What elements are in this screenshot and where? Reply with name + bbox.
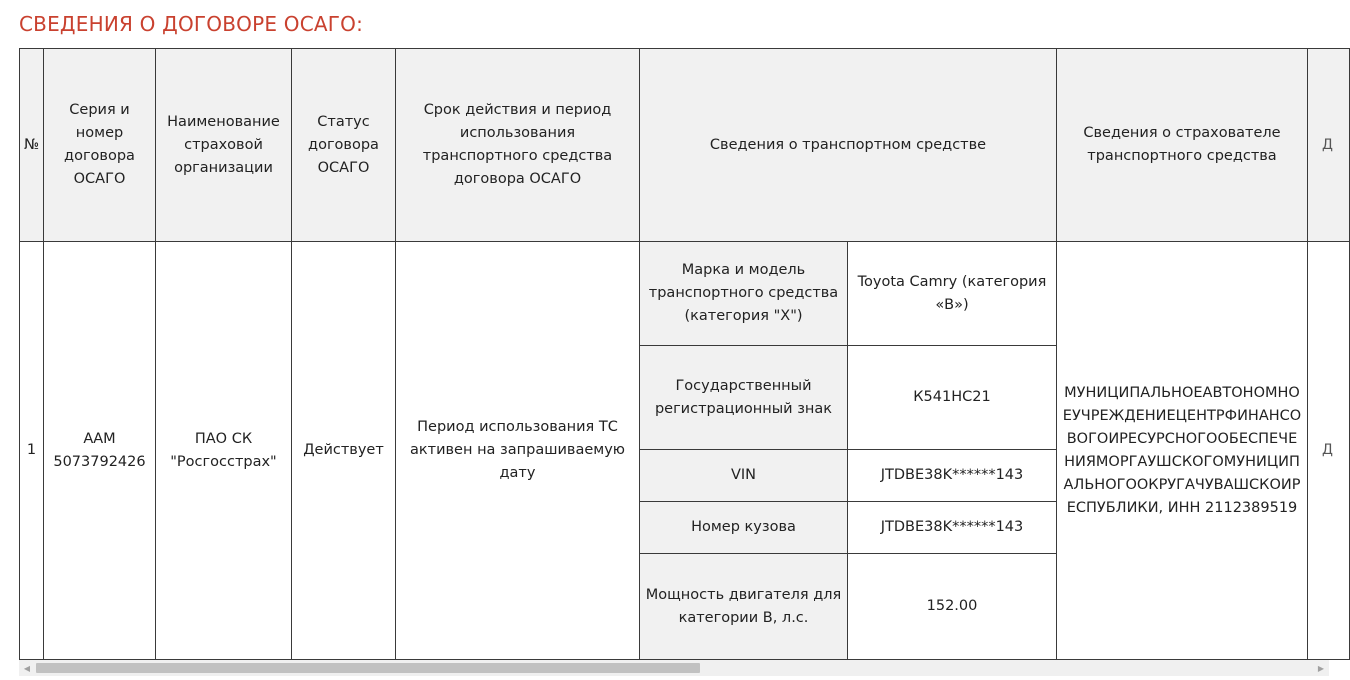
vehicle-body-number-label: Номер кузова	[640, 502, 848, 554]
cell-insurer: ПАО СК "Росгосстрах"	[156, 242, 292, 660]
vehicle-vin-value: JTDBE38K******143	[848, 450, 1057, 502]
vehicle-make-model-value: Toyota Camry (категория «В»)	[848, 242, 1057, 346]
table-row	[20, 242, 1350, 346]
page-title: СВЕДЕНИЯ О ДОГОВОРЕ ОСАГО:	[19, 12, 364, 36]
header-next-partial	[1308, 49, 1350, 242]
osago-table	[19, 48, 1350, 660]
cell-status: Действует	[292, 242, 396, 660]
cell-series-number: ААМ 5073792426	[44, 242, 156, 660]
triangle-left-icon[interactable]: ◀	[23, 663, 31, 673]
table-header-row	[20, 49, 1350, 242]
header-status: Статус договора ОСАГО	[292, 49, 396, 242]
cell-next-partial-text: Д	[1322, 442, 1333, 458]
header-series-number: Серия и номер договора ОСАГО	[44, 49, 156, 242]
vehicle-engine-power-label: Мощность двигателя для категории В, л.с.	[640, 554, 848, 660]
cell-period: Период использования ТС активен на запрашиваемую дату	[396, 242, 640, 660]
vehicle-engine-power-value: 152.00	[848, 554, 1057, 660]
header-num: №	[20, 49, 44, 242]
triangle-right-icon[interactable]: ▶	[1317, 663, 1325, 673]
vehicle-plate-label: Государственный регистрационный знак	[640, 346, 848, 450]
vehicle-plate-value: К541НС21	[848, 346, 1057, 450]
header-vehicle: Сведения о транспортном средстве	[640, 49, 1057, 242]
header-policyholder: Сведения о страхователе транспортного средства	[1057, 49, 1308, 242]
header-insurer: Наименование страховой организации	[156, 49, 292, 242]
vehicle-vin-label: VIN	[640, 450, 848, 502]
vehicle-body-number-value: JTDBE38K******143	[848, 502, 1057, 554]
horizontal-scrollbar[interactable]	[19, 660, 1329, 676]
cell-policyholder: МУНИЦИПАЛЬНОЕАВТОНОМНОЕУЧРЕЖДЕНИЕЦЕНТРФИНАНСОВОГОИРЕСУРСНОГООБЕСПЕЧЕНИЯМОРГАУШСКОГОМУНИЦИПАЛЬНОГООКРУГАЧУВАШСКОИРЕСПУБЛИКИ, ИНН 2112389519	[1057, 242, 1308, 660]
scrollbar-thumb[interactable]	[36, 663, 700, 673]
header-next-partial-text: Д	[1322, 136, 1333, 153]
header-period: Срок действия и период использования транспортного средства договора ОСАГО	[396, 49, 640, 242]
vehicle-make-model-label: Марка и модель транспортного средства (категория "Х")	[640, 242, 848, 346]
cell-next-partial	[1308, 242, 1350, 660]
osago-table-viewport[interactable]	[19, 48, 1333, 660]
cell-row-num: 1	[20, 242, 44, 660]
